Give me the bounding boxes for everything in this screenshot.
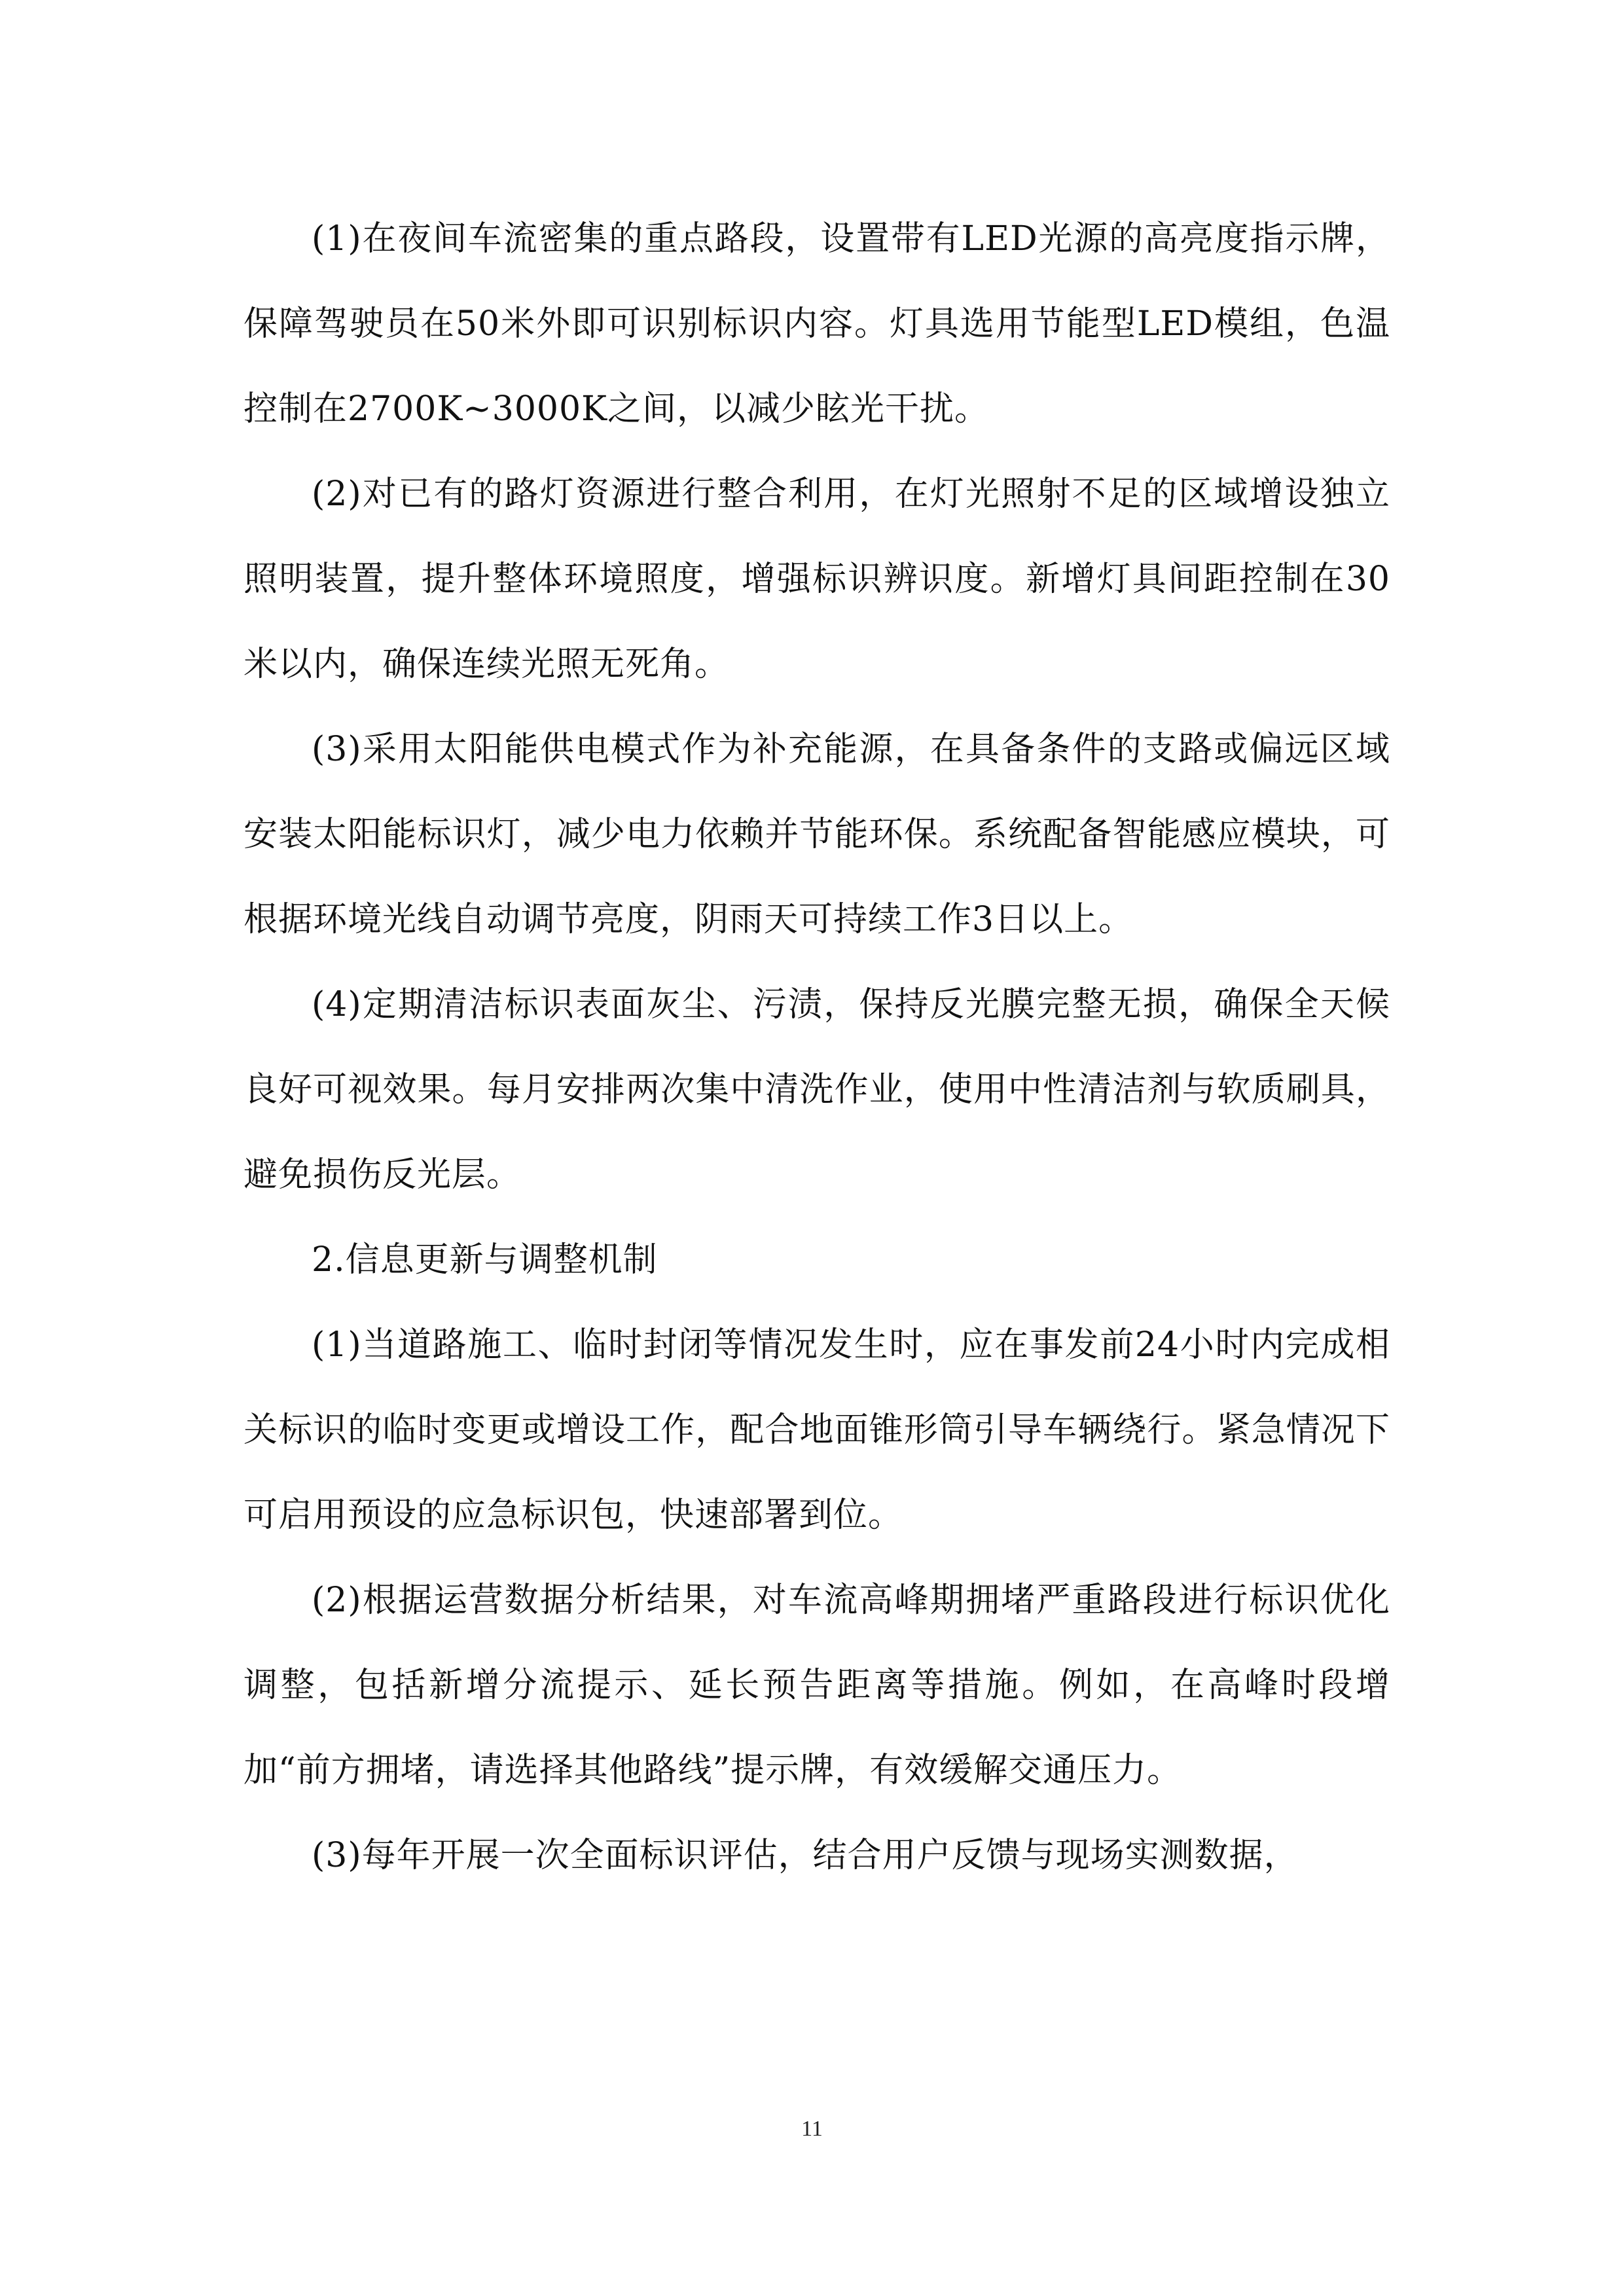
page-number: 11 [801, 2117, 823, 2141]
paragraph-street-light-integration: (2)对已有的路灯资源进行整合利用，在灯光照射不足的区域增设独立照明装置，提升整体环境照度，增强标识辨识度。新增灯具间距控制在30米以内，确保连续光照无死角。 [244, 475, 1390, 684]
paragraph-night-led-signs: (1)在夜间车流密集的重点路段，设置带有LED光源的高亮度指示牌，保障驾驶员在50米外即可识别标识内容。灯具选用节能型LED模组，色温控制在2700K~3000K之间，以减少眩光干扰。 [244, 219, 1390, 429]
body-text [244, 196, 1390, 1898]
paragraph-annual-evaluation: (3)每年开展一次全面标识评估，结合用户反馈与现场实测数据， [312, 1836, 1299, 1875]
paragraph-congestion-optimization: (2)根据运营数据分析结果，对车流高峰期拥堵严重路段进行标识优化调整，包括新增分流提示、延长预告距离等措施。例如，在高峰时段增加“前方拥堵，请选择其他路线”提示牌，有效缓解交通压力。 [244, 1581, 1390, 1790]
section-heading-info-update: 2.信息更新与调整机制 [312, 1240, 658, 1280]
paragraph-cleaning: (4)定期清洁标识表面灰尘、污渍，保持反光膜完整无损，确保全天候良好可视效果。每月安排两次集中清洗作业，使用中性清洁剂与软质刷具，避免损伤反光层。 [244, 985, 1390, 1194]
paragraph-solar-power: (3)采用太阳能供电模式作为补充能源，在具备条件的支路或偏远区域安装太阳能标识灯，减少电力依赖并节能环保。系统配备智能感应模块，可根据环境光线自动调节亮度，阴雨天可持续工作3日以上。 [244, 730, 1390, 939]
paragraph-construction-changes: (1)当道路施工、临时封闭等情况发生时，应在事发前24小时内完成相关标识的临时变更或增设工作，配合地面锥形筒引导车辆绕行。紧急情况下可启用预设的应急标识包，快速部署到位。 [244, 1325, 1390, 1535]
